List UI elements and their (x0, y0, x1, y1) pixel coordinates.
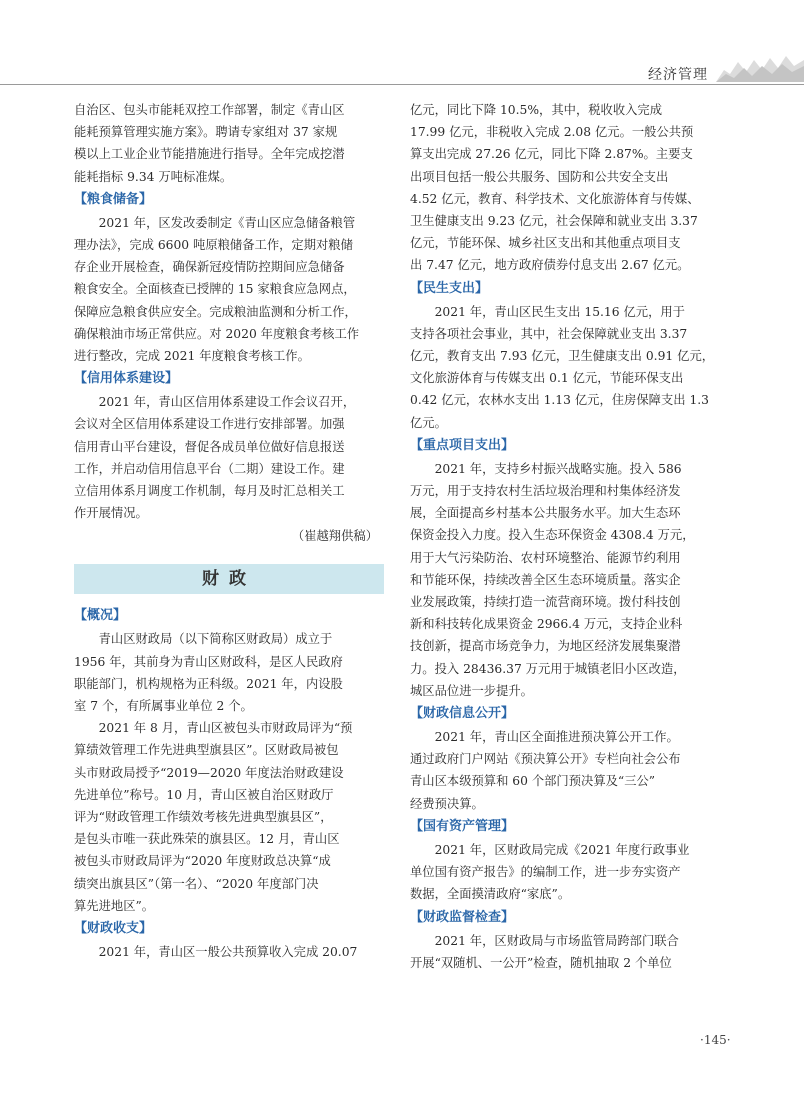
heading-livelihood: 【民生支出】 (410, 280, 489, 296)
overview-paragraph-2: 2021 年 8 月，青山区被包头市财政局评为“预 算绩效管理工作先进典型旗县区”。区财政局被包 头市财政局授予“2019—2020 年度法治财政建设 先进单位”称号。10 月，青山区被自治区财政厅 评为“财政管理工作绩效考核先进典型旗县区”， 是包头市唯一获此殊荣的旗县区。12 月，青山区 被包头市财政局评为“2020 年度财政总决算“成 绩突出旗县区”（第一名）、“2020 年度部门决 算先进地区”。 (74, 721, 353, 913)
heading-grain-reserve: 【粮食储备】 (74, 191, 153, 207)
revenue-continued-paragraph: 亿元，同比下降 10.5%，其中，税收收入完成 17.99 亿元，非税收入完成 2.08 亿元。一般公共预 算支出完成 27.26 亿元，同比下降 2.87%。主要支 出项目包括一般公共服务、国防和公共安全支出 4.52 亿元，教育、科学技术、文化旅游体育与传媒、 卫生健康支出 9.23 亿元，社会保障和就业支出 3.37 亿元，节能环保、城乡社区支出和其他重点项目支 出 7.47 亿元，地方政府债券付息支出 2.67 亿元。 (410, 103, 700, 273)
left-column (74, 99, 384, 963)
right-column (410, 99, 720, 974)
livelihood-paragraph: 2021 年，青山区民生支出 15.16 亿元，用于 支持各项社会事业，其中，社会保障就业支出 3.37 亿元，教育支出 7.93 亿元，卫生健康支出 0.91 亿元， 文化旅游体育与传媒支出 0.1 亿元，节能环保支出 0.42 亿元，农林水支出 1.13 亿元，住房保障支出 1.3 亿元。 (410, 304, 715, 430)
page-number: ·145· (700, 1033, 731, 1047)
overview-paragraph-1: 青山区财政局（以下简称区财政局）成立于 1956 年，其前身为青山区财政科，是区人民政府 职能部门，机构规格为正科级。2021 年，内设股 室 7 个，有所属事业单位 2 个。 (74, 632, 343, 714)
disclosure-paragraph: 2021 年，青山区全面推进预决算公开工作。 通过政府门户网站《预决算公开》专栏向社会公布 青山区本级预算和 60 个部门预决算及“三公” 经费预决算。 (410, 730, 681, 811)
assets-paragraph: 2021 年，区财政局完成《2021 年度行政事业 单位国有资产报告》的编制工作，进一步夯实资产 数据，全面摸清政府“家底”。 (410, 842, 690, 902)
supervision-paragraph: 2021 年，区财政局与市场监管局跨部门联合 开展“双随机、一公开”检查，随机抽取 2 个单位 (410, 933, 679, 970)
heading-revenue-expenditure: 【财政收支】 (74, 921, 153, 937)
heading-key-projects: 【重点项目支出】 (410, 437, 515, 453)
grain-paragraph: 2021 年，区发改委制定《青山区应急储备粮管 理办法》，完成 6600 吨原粮储备工作，定期对粮储 存企业开展检查，确保新冠疫情防控期间应急储备 粮食安全。全面核查已授牌的 15 家粮食应急网点， 保障应急粮食供应安全。完成粮油监测和分析工作， 确保粮油市场正常供应。对 2020 年度粮食考核工作 进行整改，完成 2021 年度粮食考核工作。 (74, 215, 360, 364)
contributor-signoff: （崔越翔供稿） (291, 529, 378, 544)
intro-paragraph: 自治区、包头市能耗双控工作部署，制定《青山区 能耗预算管理实施方案》。聘请专家组对 37 家规 模以上工业企业节能措施进行指导。全年完成挖潜 能耗指标 9.34 万吨标准煤。 (74, 103, 345, 184)
credit-paragraph: 2021 年，青山区信用体系建设工作会议召开， 会议对全区信用体系建设工作进行安排部署。加强 信用青山平台建设，督促各成员单位做好信息报送 工作，并启动信用信息平台（二期）建设工作。建 立信用体系月调度工作机制，每月及时汇总相关工 作开展情况。 (74, 395, 356, 521)
header-rule (0, 84, 804, 85)
heading-overview: 【概况】 (74, 608, 127, 624)
revenue-paragraph: 2021 年，青山区一般公共预算收入完成 20.07 (74, 945, 358, 960)
heading-credit-system: 【信用体系建设】 (74, 371, 179, 387)
heading-state-assets: 【国有资产管理】 (410, 818, 515, 834)
mountain-decoration-icon (716, 52, 804, 82)
heading-supervision: 【财政监督检查】 (410, 909, 515, 925)
key-projects-paragraph: 2021 年，支持乡村振兴战略实施。投入 586 万元，用于支持农村生活垃圾治理和村集体经济发 展，全面提高乡村基本公共服务水平。加大生态环 保资金投入力度。投入生态环保资金 4308.4 万元， 用于大气污染防治、农村环境整治、能源节约利用 和节能环保，持续改善全区生态环境质量。落实企 业发展政策，持续打造一流营商环境。拨付科技创 新和科技转化成果资金 2966.4 万元，支持企业科 技创新，提高市场竞争力，为地区经济发展集聚潜 力。投入 28436.37 万元用于城镇老旧小区改造， 城区品位进一步提升。 (410, 461, 695, 698)
heading-info-disclosure: 【财政信息公开】 (410, 706, 515, 722)
section-banner-finance: 财政 (74, 564, 384, 594)
section-title: 经济管理 (648, 67, 708, 83)
